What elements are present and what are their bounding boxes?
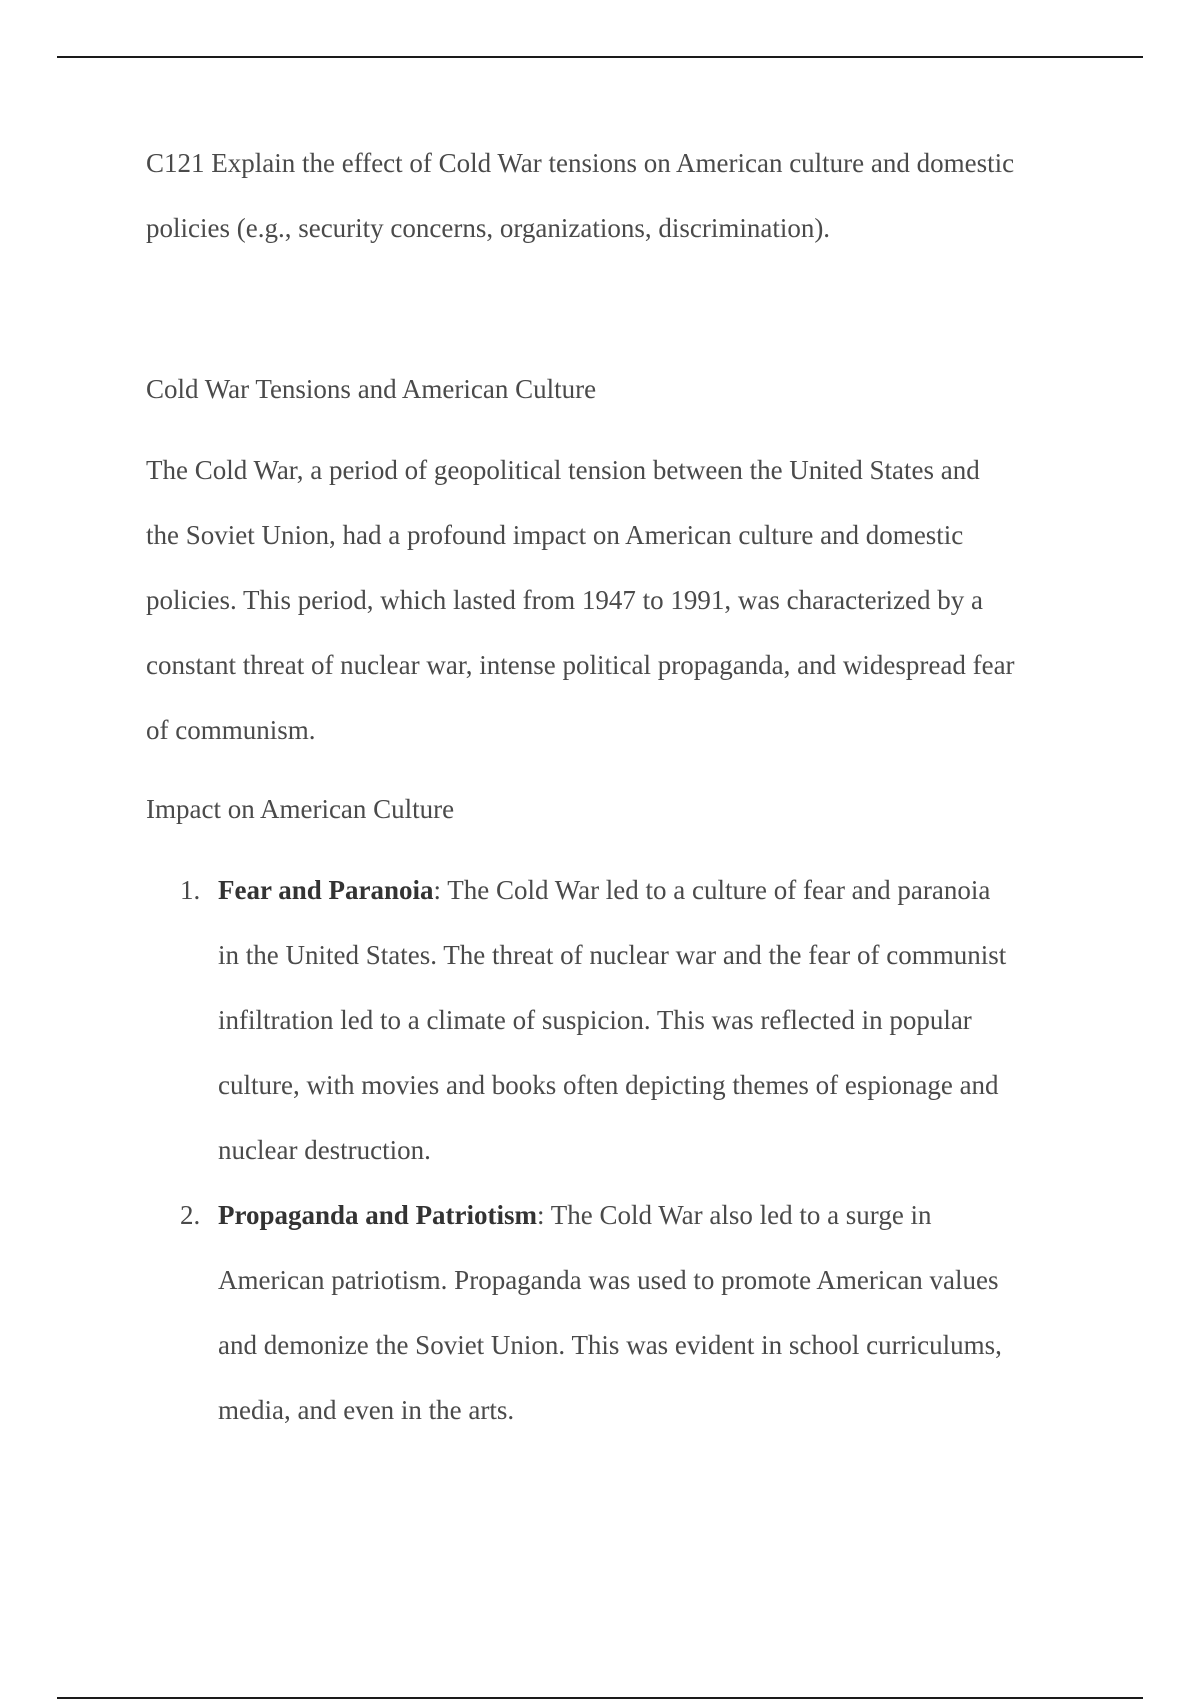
list-item-body [218, 858, 1066, 1183]
list-item-title: Fear and Paranoia [218, 875, 434, 905]
list-item-line: nuclear destruction. [218, 1135, 431, 1165]
list-item-title: Propaganda and Patriotism [218, 1200, 538, 1230]
list-item-line: in the United States. The threat of nuclear war and the fear of communist [218, 940, 1007, 970]
list-item-first-line [218, 1183, 1066, 1248]
list-item-first-line [218, 858, 1066, 923]
top-rule [57, 56, 1143, 58]
question-line-1: C121 Explain the effect of Cold War tensions on American culture and domestic [146, 148, 1015, 178]
bottom-rule [57, 1697, 1143, 1699]
paragraph-line: policies. This period, which lasted from 1947 to 1991, was characterized by a [146, 585, 984, 615]
list-item-line: culture, with movies and books often depicting themes of espionage and [218, 1070, 999, 1100]
list-item-first-line-text: : The Cold War led to a culture of fear and paranoia [433, 875, 991, 905]
paragraph-line: of communism. [146, 715, 316, 745]
list-item-line: infiltration led to a climate of suspicion. This was reflected in popular [218, 1005, 972, 1035]
list-item-line: American patriotism. Propaganda was used to promote American values [218, 1265, 999, 1295]
list-item-line: media, and even in the arts. [218, 1395, 515, 1425]
question-line-2: policies (e.g., security concerns, organizations, discrimination). [146, 213, 831, 243]
paragraph-line: the Soviet Union, had a profound impact on American culture and domestic [146, 520, 964, 550]
section-heading-impact: Impact on American Culture [146, 794, 455, 824]
list-item-line: and demonize the Soviet Union. This was evident in school curriculums, [218, 1330, 1002, 1360]
section-heading-tensions: Cold War Tensions and American Culture [146, 374, 597, 404]
list-number: 2. [180, 1200, 201, 1230]
list-number: 1. [180, 875, 201, 905]
paragraph-line: The Cold War, a period of geopolitical tension between the United States and [146, 455, 980, 485]
paragraph-line: constant threat of nuclear war, intense political propaganda, and widespread fear [146, 650, 1015, 680]
list-item-first-line-text: : The Cold War also led to a surge in [537, 1200, 932, 1230]
list-item-body [218, 1183, 1066, 1443]
